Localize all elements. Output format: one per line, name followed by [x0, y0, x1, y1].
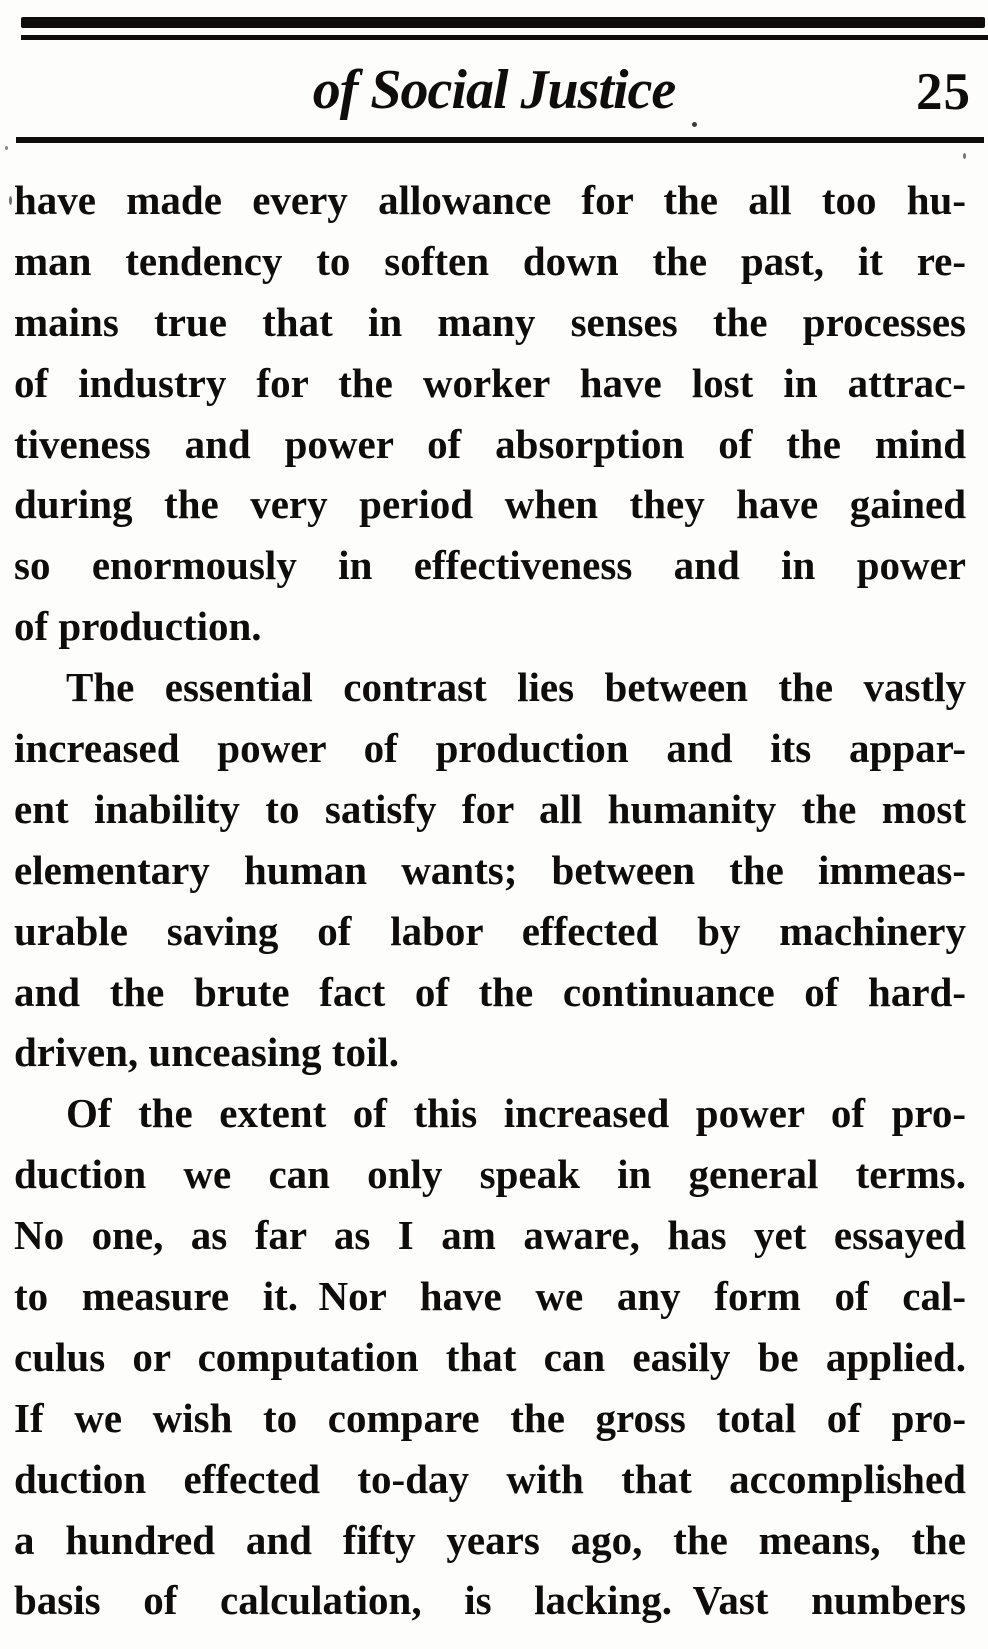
text-line: elementary human wants; between the immeas- — [14, 846, 966, 893]
text-line: ent inability to satisfy for all humanity the most — [14, 785, 966, 832]
text-line: have made every allowance for the all too hu- — [14, 177, 966, 223]
page-title: of Social Justice — [312, 59, 676, 121]
text-line: to measure it. Nor have we any form of cal- — [14, 1273, 966, 1320]
text-line: and the brute fact of the continuance of hard- — [14, 968, 966, 1015]
text-line: of production. — [14, 603, 262, 650]
text-line: Of the extent of this increased power of pro- — [66, 1090, 966, 1137]
top-rule-thin — [21, 35, 988, 40]
text-line: If we wish to compare the gross total of pro- — [14, 1394, 966, 1441]
text-line: increased power of production and its appar- — [14, 725, 966, 772]
text-line: culus or computation that can easily be applied. — [14, 1333, 966, 1380]
text-line: during the very period when they have gained — [14, 481, 966, 528]
scan-speck — [692, 122, 697, 127]
text-line: so enormously in effectiveness and in power — [14, 542, 966, 589]
top-rule-thick — [21, 17, 985, 28]
body-text — [14, 170, 966, 1631]
scan-speck — [963, 153, 966, 159]
scan-speck — [9, 196, 12, 205]
text-line: urable saving of labor effected by machinery — [14, 907, 966, 954]
text-line: man tendency to soften down the past, it re- — [14, 237, 966, 284]
text-line: of industry for the worker have lost in attrac- — [14, 359, 966, 406]
text-line: duction effected to-day with that accomplished — [14, 1455, 966, 1502]
header-divider-rule — [16, 137, 984, 143]
text-line: The essential contrast lies between the vastly — [66, 664, 966, 711]
text-line: duction we can only speak in general terms. — [14, 1151, 966, 1198]
running-header — [0, 52, 988, 132]
text-line: No one, as far as I am aware, has yet essayed — [14, 1212, 966, 1259]
scan-speck — [5, 146, 8, 150]
page-number: 25 — [916, 63, 971, 121]
text-line: driven, unceasing toil. — [14, 1029, 399, 1076]
text-line: mains true that in many senses the processes — [14, 298, 966, 345]
text-line: a hundred and fifty years ago, the means, the — [14, 1516, 966, 1563]
text-line: tiveness and power of absorption of the mind — [14, 420, 966, 467]
text-line: basis of calculation, is lacking. Vast numbers — [14, 1577, 966, 1624]
